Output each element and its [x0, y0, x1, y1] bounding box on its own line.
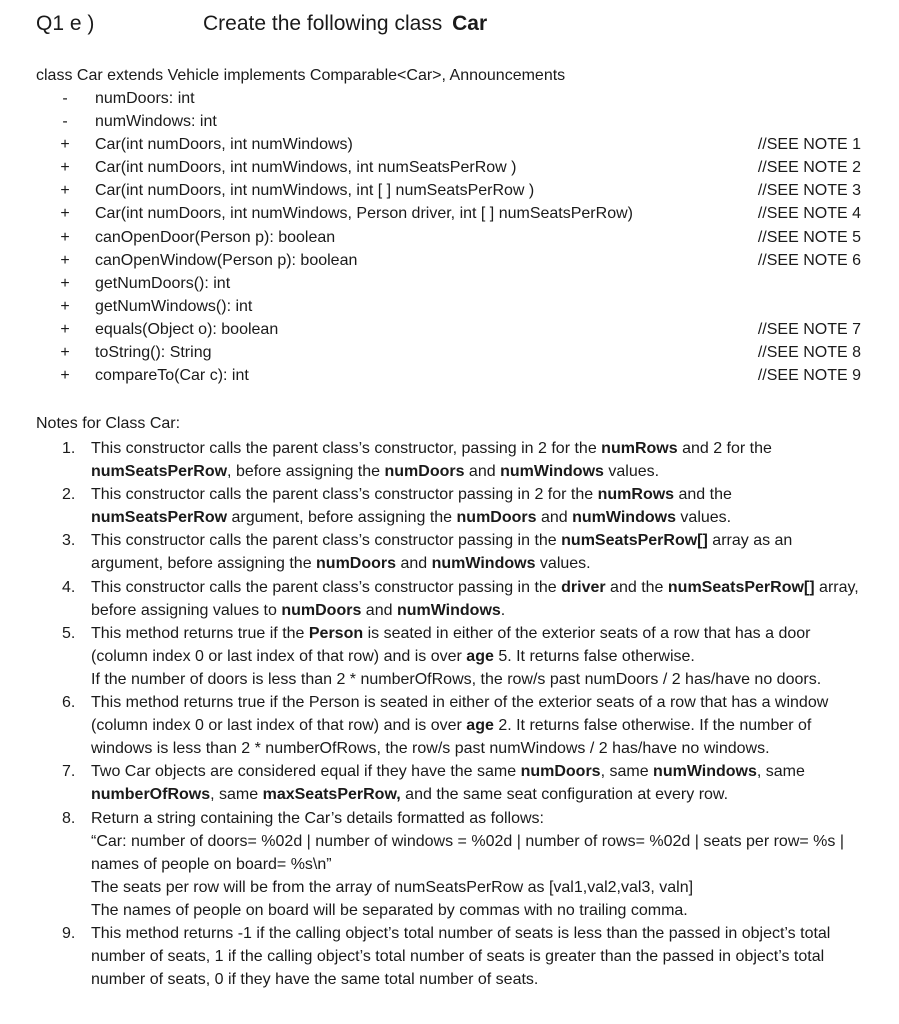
- uml-member-list: [0, 89, 899, 389]
- note-text: This constructor calls the parent class’s constructor, passing in 2 for the: [91, 440, 602, 457]
- note-item: [36, 576, 866, 622]
- member-row: [0, 274, 899, 297]
- member-signature: canOpenWindow(Person p): boolean: [95, 251, 358, 269]
- note-paragraph: [91, 576, 866, 622]
- see-note-comment: //SEE NOTE 2: [757, 159, 861, 177]
- visibility-symbol: +: [60, 297, 70, 315]
- bold-term: numWindows: [653, 763, 757, 781]
- see-note-comment: //SEE NOTE 7: [757, 320, 861, 338]
- note-paragraph: [91, 830, 866, 876]
- note-text: , same: [210, 786, 263, 804]
- notes-heading: Notes for Class Car:: [36, 415, 181, 432]
- note-text: values.: [603, 463, 660, 481]
- bold-term: numWindows: [396, 601, 501, 619]
- note-text: and: [464, 463, 501, 481]
- member-row: [0, 89, 899, 112]
- note-item: [36, 807, 866, 922]
- note-text: Two Car objects are considered equal if they have the same: [91, 763, 521, 781]
- note-paragraph: [91, 622, 866, 668]
- bold-term: Person: [308, 624, 364, 642]
- member-signature: getNumWindows(): int: [95, 297, 253, 315]
- note-paragraph: [91, 876, 866, 899]
- question-label: Q1 e ): [36, 12, 95, 35]
- note-text: This method returns -1 if the calling object’s total number of seats is less than the passed in object’s total number of seats, 1 if the calling object’s total number of seats is greater than the passed in object’s total number of seats, 0 if they have the same total number of seats.: [91, 924, 831, 989]
- note-text: , same: [600, 763, 654, 781]
- visibility-symbol: +: [60, 205, 70, 223]
- see-note-comment: //SEE NOTE 6: [757, 251, 861, 269]
- note-text: The seats per row will be from the array of numSeatsPerRow as [val1,val2,val3, valn]: [91, 878, 694, 896]
- note-number: 8.: [62, 809, 76, 827]
- note-paragraph: [91, 760, 866, 806]
- visibility-symbol: +: [60, 367, 70, 385]
- note-text: This constructor calls the parent class’s constructor passing in the: [91, 532, 562, 550]
- note-paragraph: [91, 483, 866, 529]
- title-prefix: Create the following class: [203, 12, 443, 35]
- member-signature: Car(int numDoors, int numWindows, Person driver, int [ ] numSeatsPerRow): [95, 205, 633, 223]
- note-text: .: [500, 601, 506, 619]
- member-signature: canOpenDoor(Person p): boolean: [95, 228, 336, 246]
- member-signature: numWindows: int: [95, 113, 217, 131]
- member-row: [0, 343, 899, 366]
- note-text: This constructor calls the parent class’s constructor passing in 2 for the: [91, 486, 598, 504]
- bold-term: numDoors: [456, 509, 537, 527]
- see-note-comment: //SEE NOTE 1: [757, 136, 861, 154]
- member-row: [0, 135, 899, 158]
- bold-term: numDoors: [520, 763, 601, 781]
- bold-term: numberOfRows: [91, 786, 211, 804]
- note-text: values.: [675, 509, 732, 527]
- bold-term: age: [466, 717, 494, 735]
- note-text: This method returns true if the: [91, 624, 309, 642]
- note-number: 7.: [62, 763, 76, 781]
- visibility-symbol: +: [60, 159, 70, 177]
- note-number: 6.: [62, 694, 76, 712]
- see-note-comment: //SEE NOTE 8: [757, 344, 861, 362]
- visibility-symbol: -: [62, 113, 68, 131]
- note-item: [36, 922, 866, 991]
- member-signature: numDoors: int: [95, 90, 195, 107]
- note-text: array, before assigning values to: [91, 578, 859, 619]
- bold-term: numSeatsPerRow[]: [667, 578, 815, 596]
- note-text: and: [536, 509, 573, 527]
- bold-term: numRows: [601, 440, 678, 457]
- note-text: and the: [605, 578, 668, 596]
- visibility-symbol: +: [60, 251, 70, 269]
- visibility-symbol: +: [60, 344, 70, 362]
- note-text: and the: [674, 486, 732, 504]
- note-number: 4.: [62, 578, 76, 596]
- note-text: values.: [535, 555, 591, 573]
- note-text: and: [396, 555, 432, 573]
- note-number: 5.: [62, 624, 76, 642]
- member-signature: getNumDoors(): int: [95, 274, 231, 292]
- visibility-symbol: +: [60, 274, 70, 292]
- bold-term: numSeatsPerRow[]: [561, 532, 708, 550]
- note-text: is seated in either of the exterior seats of a row that has a door (column index 0 or last index of that row) and is over: [91, 624, 811, 665]
- notes-list: [36, 437, 866, 991]
- note-text: and 2 for the: [677, 440, 772, 457]
- see-note-comment: //SEE NOTE 9: [757, 367, 861, 385]
- note-text: , before assigning the: [227, 463, 385, 481]
- see-note-comment: //SEE NOTE 4: [757, 205, 861, 223]
- member-row: [0, 228, 899, 251]
- question-title: [203, 12, 487, 36]
- note-paragraph: [91, 529, 866, 575]
- member-signature: toString(): String: [95, 344, 212, 362]
- class-name: Car: [452, 12, 488, 35]
- bold-term: numSeatsPerRow: [91, 509, 228, 527]
- member-row: [0, 366, 899, 389]
- note-text: Return a string containing the Car’s details formatted as follows:: [91, 809, 544, 827]
- member-signature: compareTo(Car c): int: [95, 367, 249, 385]
- note-text: 5. It returns false otherwise.: [493, 647, 695, 665]
- bold-term: maxSeatsPerRow,: [262, 786, 401, 804]
- member-row: [0, 112, 899, 135]
- member-signature: Car(int numDoors, int numWindows): [95, 136, 353, 154]
- member-signature: equals(Object o): boolean: [95, 320, 279, 338]
- member-row: [0, 181, 899, 204]
- member-signature: Car(int numDoors, int numWindows, int [ ] numSeatsPerRow ): [95, 182, 535, 200]
- note-number: 9.: [62, 924, 76, 942]
- bold-term: numDoors: [281, 601, 362, 619]
- visibility-symbol: +: [60, 182, 70, 200]
- bold-term: numWindows: [572, 509, 676, 527]
- note-number: 1.: [62, 440, 76, 457]
- note-text: and: [361, 601, 397, 619]
- bold-term: numWindows: [500, 463, 604, 481]
- member-row: [0, 158, 899, 181]
- visibility-symbol: +: [60, 136, 70, 154]
- note-paragraph: [91, 899, 866, 922]
- bold-term: numWindows: [431, 555, 536, 573]
- note-paragraph: [91, 807, 866, 830]
- note-text: If the number of doors is less than 2 * numberOfRows, the row/s past numDoors / 2 has/have no doors.: [91, 670, 822, 688]
- note-paragraph: [91, 437, 866, 483]
- bold-term: numRows: [597, 486, 675, 504]
- note-text: “Car: number of doors= %02d | number of windows = %02d | number of rows= %02d | seats per row= %s | names of people on board= %s\n”: [91, 832, 844, 873]
- note-text: This method returns true if the Person is seated in either of the exterior seats of a row that has a window (column index 0 or last index of that row) and is over: [91, 694, 829, 735]
- visibility-symbol: +: [60, 320, 70, 338]
- note-item: [36, 760, 866, 806]
- see-note-comment: //SEE NOTE 3: [757, 182, 861, 200]
- bold-term: numSeatsPerRow: [91, 463, 228, 481]
- note-text: 2. It returns false otherwise. If the number of windows is less than 2 * numberOfRows, the row/s past numWindows / 2 has/have no windows.: [91, 717, 812, 758]
- note-paragraph: [91, 691, 866, 760]
- note-item: [36, 529, 866, 575]
- class-declaration: class Car extends Vehicle implements Comparable<Car>, Announcements: [36, 67, 566, 84]
- visibility-symbol: -: [62, 90, 68, 107]
- note-item: [36, 437, 866, 483]
- bold-term: numDoors: [316, 555, 397, 573]
- note-number: 2.: [62, 486, 76, 504]
- bold-term: age: [466, 647, 494, 665]
- note-text: and the same seat configuration at every row.: [400, 786, 729, 804]
- note-text: The names of people on board will be separated by commas with no trailing comma.: [91, 901, 688, 919]
- member-row: [0, 297, 899, 320]
- note-text: array as an argument, before assigning the: [91, 532, 793, 573]
- note-item: [36, 691, 866, 760]
- member-signature: Car(int numDoors, int numWindows, int numSeatsPerRow ): [95, 159, 517, 177]
- bold-term: numDoors: [384, 463, 465, 481]
- member-row: [0, 320, 899, 343]
- note-text: This constructor calls the parent class’s constructor passing in the: [91, 578, 562, 596]
- note-text: argument, before assigning the: [227, 509, 457, 527]
- note-item: [36, 483, 866, 529]
- note-paragraph: [91, 668, 866, 691]
- see-note-comment: //SEE NOTE 5: [757, 228, 861, 246]
- note-item: [36, 622, 866, 691]
- visibility-symbol: +: [60, 228, 70, 246]
- note-text: , same: [756, 763, 805, 781]
- note-number: 3.: [62, 532, 76, 550]
- member-row: [0, 204, 899, 227]
- bold-term: driver: [561, 578, 606, 596]
- note-paragraph: [91, 922, 866, 991]
- member-row: [0, 251, 899, 274]
